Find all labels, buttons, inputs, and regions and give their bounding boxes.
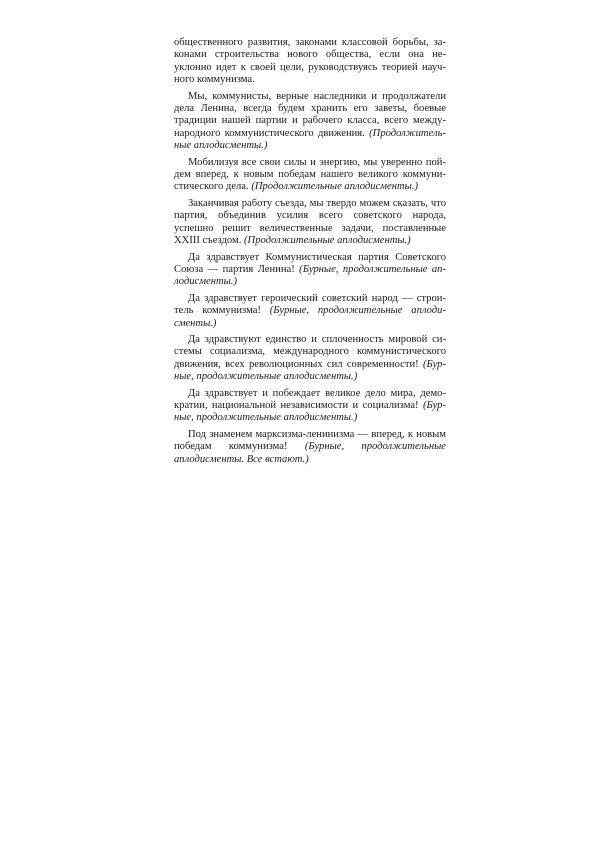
paragraph-7 — [174, 334, 446, 384]
paragraph-9 — [174, 429, 446, 466]
paragraph-3 — [174, 157, 446, 194]
paragraph-2 — [174, 91, 446, 153]
paragraph-8 — [174, 388, 446, 425]
audience-remark: (Бурные, продолжительные аплодисменты.) — [174, 263, 446, 288]
audience-remark: (Бурные, продолжительные аплодисменты.) — [174, 399, 446, 424]
audience-remark: (Продолжительные аплодисменты.) — [251, 181, 418, 193]
paragraph-text: Да здравствует и побеждает великое дело мира, демократии, национальной независимости и социализма! — [174, 387, 446, 411]
audience-remark: (Бурные, продолжительные аплодисменты.) — [174, 305, 446, 329]
paragraph-text: Мобилизуя все свои силы и энергию, мы уверенно пойдем вперед, к новым победам нашего великого коммунистического дела. — [174, 156, 446, 193]
paragraph-text: Да здравствуют единство и сплоченность мировой системы социализма, международного коммунистического движения, всех революционных сил современности! — [174, 333, 446, 370]
paragraph-text: Под знаменем марксизма-ленинизма — вперед, к новым победам коммунизма! — [174, 428, 446, 453]
audience-remark: (Продолжительные аплодисменты.) — [174, 127, 446, 152]
audience-remark: (Продолжительные аплодисменты.) — [244, 235, 411, 247]
paragraph-4 — [174, 198, 446, 248]
paragraph-text: Заканчивая работу съезда, мы твердо можем сказать, что партия, объединив усилия всего советского народа, успешно решит величественные задачи, поставленные XXIII съездом. — [174, 197, 446, 247]
paragraph-text: общественного развития, законами классовой борьбы, законами строительства нового общества, если она неуклонно идет к своей цели, руководствуясь теорией научного коммунизма. — [174, 37, 446, 86]
paragraph-5 — [174, 252, 446, 289]
body-text — [174, 37, 446, 470]
paragraph-text: Да здравствует героический советский народ — строитель коммунизма! — [174, 292, 446, 317]
audience-remark: (Бурные, продолжительные аплодисменты. Все встают.) — [174, 441, 446, 465]
paragraph-text: Да здравствует Коммунистическая партия Советского Союза — партия Ленина! — [174, 251, 446, 275]
audience-remark: (Бурные, продолжительные аплодисменты.) — [174, 358, 446, 383]
paragraph-6 — [174, 293, 446, 330]
paragraph-text: Мы, коммунисты, верные наследники и продолжатели дела Ленина, всегда будем хранить его заветы, боевые традиции нашей партии и рабочего класса, всего международного коммунистического движения. — [174, 90, 446, 139]
paragraph-1 — [174, 37, 446, 87]
